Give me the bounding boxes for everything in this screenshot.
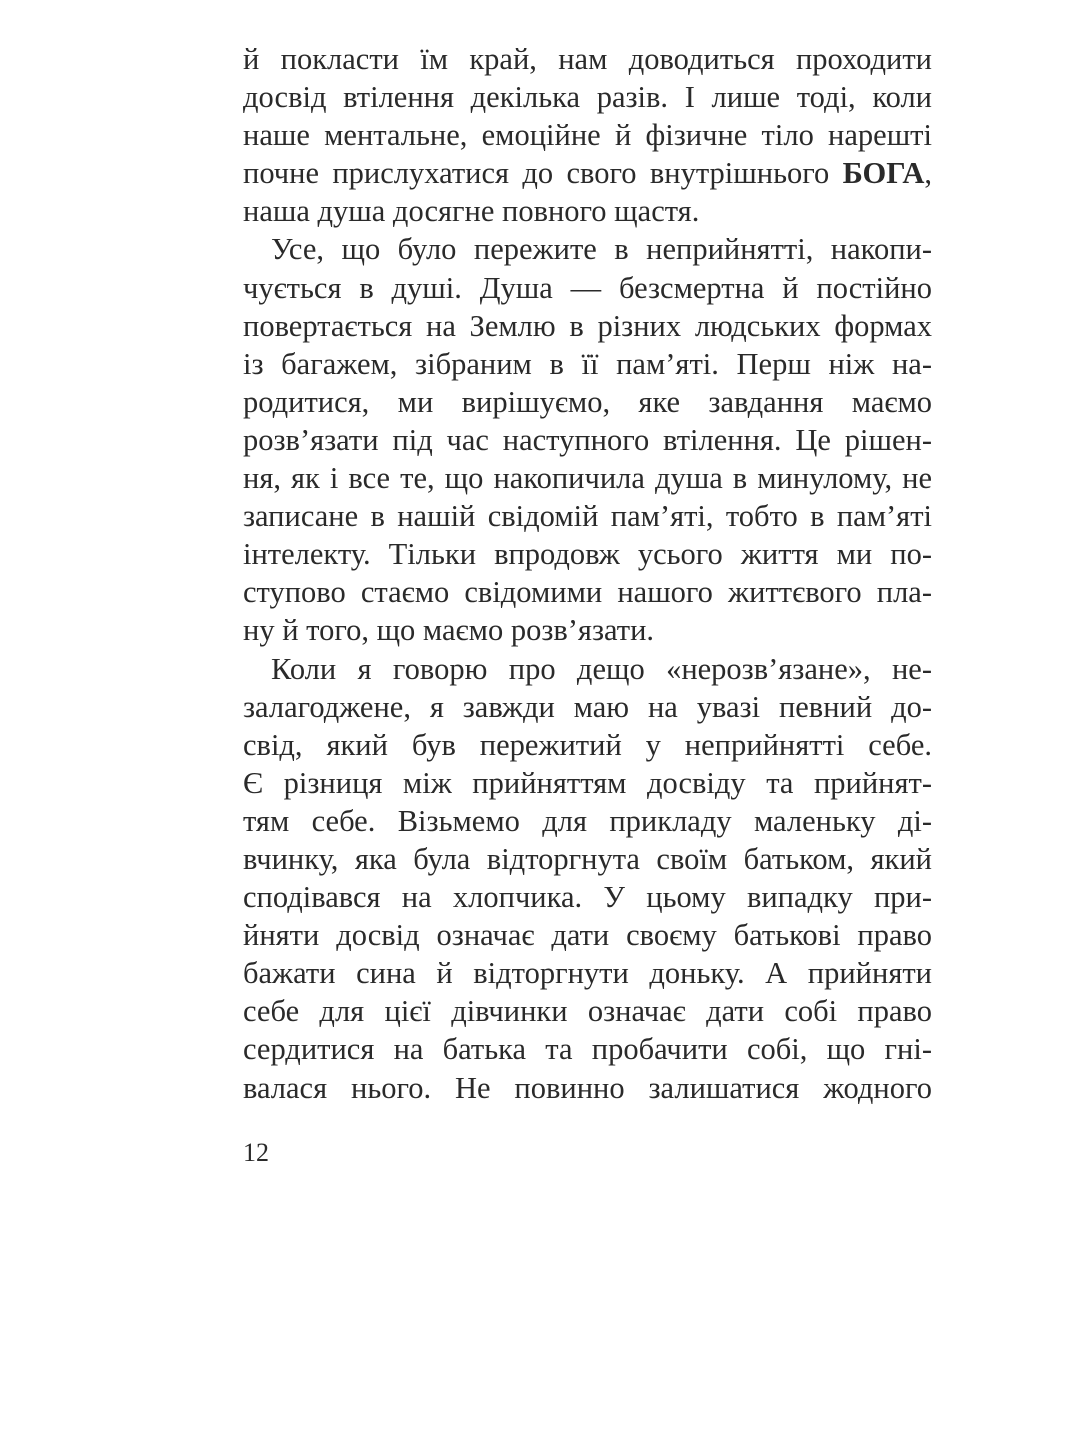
text-line: валася нього. Не повинно залишатися жодного [243,1070,932,1105]
text-line: залагоджене, я завжди маю на увазі певний до- [243,689,932,724]
text-line: досвід втілення декілька разів. І лише тоді, коли [243,80,932,115]
text-line: записане в нашій свідомій пам’яті, тобто в пам’яті [243,499,932,534]
text-line: бажати сина й відторгнути доньку. А прийняти [243,956,932,991]
text-line: розв’язати під час наступного втілення. Це рішен- [243,422,932,457]
text-line: інтелекту. Тільки впродовж усього життя ми по- [243,537,932,572]
text-fragment: почне прислухатися до свого внутрішнього [243,156,843,191]
text-line: ступово стаємо свідомими нашого життєвого пла- [243,575,932,610]
text-line: й покласти їм край, нам доводиться проходити [243,42,932,76]
text-line: наша душа досягне повного щастя. [243,194,700,229]
text-line: йняти досвід означає дати своєму батькові право [243,918,932,953]
text-line: сподівався на хлопчика. У цьому випадку при- [243,880,932,915]
text-line: тям себе. Візьмемо для прикладу маленьку ді- [243,803,932,838]
text-line: Є різниця між прийняттям досвіду та прийнят- [243,765,932,800]
text-line [243,154,932,192]
text-line: Коли я говорю про дещо «нерозв’язане», не- [271,651,932,686]
bold-word: БОГА [842,156,925,191]
text-fragment: , [924,156,932,191]
text-line: ну й того, що маємо розв’язати. [243,613,655,648]
text-line: родитися, ми вирішуємо, яке завдання маємо [243,384,932,419]
page-number: 12 [243,1138,269,1167]
text-line: свід, який був пережитий у неприйнятті себе. [243,727,932,762]
text-line: себе для цієї дівчинки означає дати собі право [243,994,932,1029]
text-line: повертається на Землю в різних людських формах [243,308,932,343]
body-text [243,40,932,1107]
text-line: Усе, що було пережите в неприйнятті, накопи- [271,232,932,267]
text-line: вчинку, яка була відторгнута своїм батьком, який [243,841,932,876]
text-line: чується в душі. Душа — безсмертна й постійно [243,270,932,305]
text-line: сердитися на батька та пробачити собі, що гні- [243,1032,932,1067]
text-line: ня, як і все те, що накопичила душа в минулому, не [243,461,932,496]
text-line: наше ментальне, емоційне й фізичне тіло нарешті [243,118,932,153]
text-line: із багажем, зібраним в її пам’яті. Перш ніж на- [243,346,932,381]
